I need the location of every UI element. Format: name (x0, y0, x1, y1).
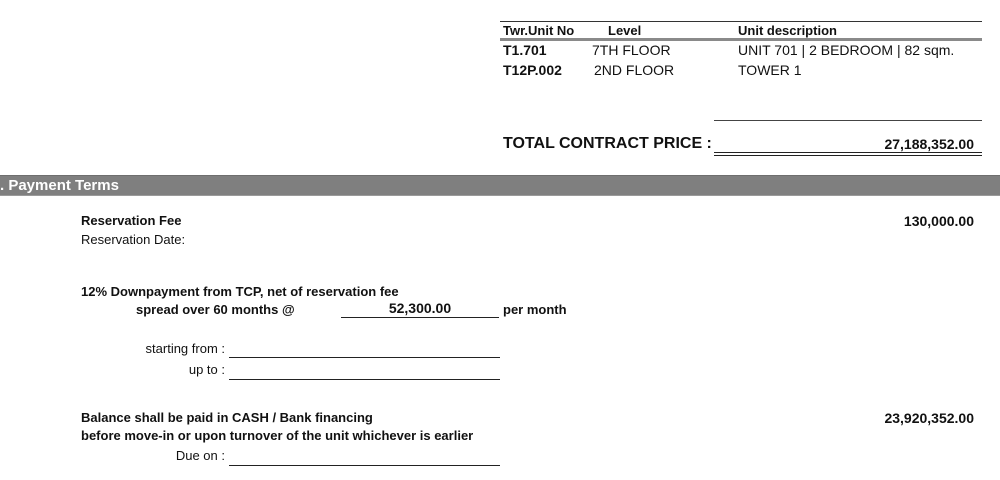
reservation-date-label: Reservation Date: (81, 232, 186, 247)
section-title: . Payment Terms (0, 177, 119, 194)
spread-label: spread over 60 months @ (136, 302, 295, 317)
table-top-rule (500, 21, 982, 22)
due-on-label: Due on : (175, 448, 225, 463)
reservation-fee-value: 130,000.00 (903, 213, 974, 229)
balance-value: 23,920,352.00 (884, 410, 974, 426)
total-contract-price-value: 27,188,352.00 (884, 136, 974, 152)
unit-no-cell: T1.701 (503, 42, 547, 58)
header-level: Level (608, 23, 642, 38)
description-cell: UNIT 701 | 2 BEDROOM | 82 sqm. (738, 42, 955, 58)
reservation-fee-label: Reservation Fee (81, 213, 182, 228)
table-header-rule (500, 38, 982, 41)
total-underline-1 (714, 152, 982, 153)
monthly-amount-value: 52,300.00 (388, 300, 452, 316)
downpayment-title: 12% Downpayment from TCP, net of reservation fee (81, 284, 399, 299)
starting-from-field[interactable] (229, 357, 500, 358)
total-underline-2 (714, 155, 982, 156)
subtotal-rule (714, 120, 982, 121)
up-to-label: up to : (188, 362, 225, 377)
total-contract-price-label: TOTAL CONTRACT PRICE : (503, 135, 712, 152)
due-on-field[interactable] (229, 465, 500, 466)
balance-line-1: Balance shall be paid in CASH / Bank financing (81, 410, 373, 425)
monthly-amount-underline (341, 317, 499, 318)
per-month-label: per month (503, 302, 567, 317)
payment-terms-section-header (0, 175, 1000, 196)
header-unit-no: Twr.Unit No (503, 23, 575, 38)
level-cell: 7TH FLOOR (592, 42, 671, 58)
balance-line-2: before move-in or upon turnover of the unit whichever is earlier (81, 428, 474, 443)
level-cell: 2ND FLOOR (594, 62, 675, 78)
header-unit-description: Unit description (738, 23, 837, 38)
starting-from-label: starting from : (145, 341, 225, 356)
unit-no-cell: T12P.002 (503, 62, 562, 78)
up-to-field[interactable] (229, 379, 500, 380)
description-cell: TOWER 1 (738, 62, 802, 78)
